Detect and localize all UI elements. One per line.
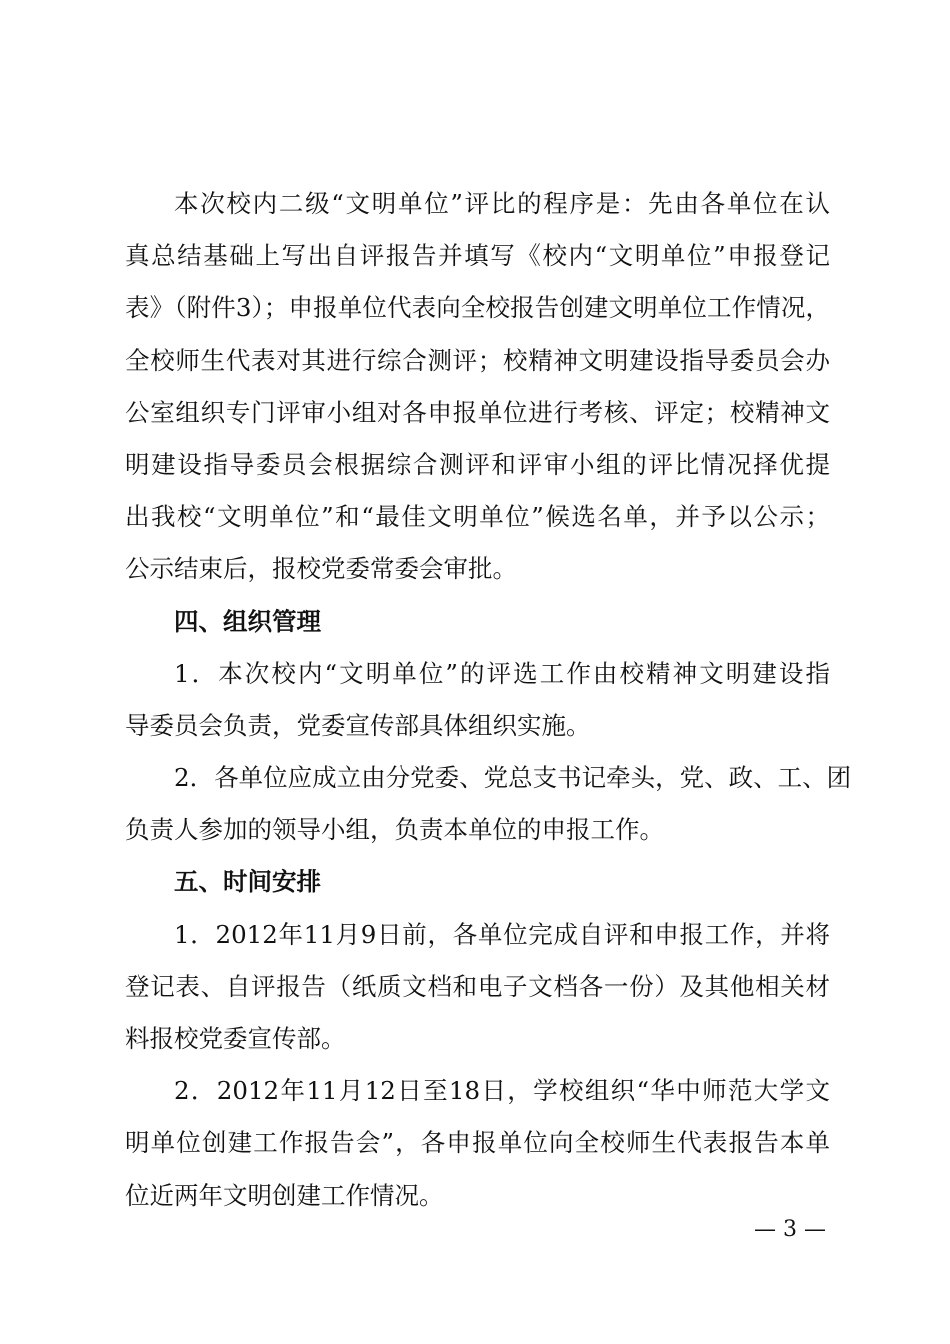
text-line: 导委员会负责，党委宣传部具体组织实施。 [125, 710, 591, 740]
text-line: 五、时间安排 [174, 867, 321, 897]
text-line: 登记表、自评报告（纸质文档和电子文档各一份）及其他相关材 [125, 971, 830, 1001]
body-paragraph [125, 178, 830, 596]
text-line: 表》（附件3）；申报单位代表向全校报告创建文明单位工作情况， [125, 293, 830, 323]
body-paragraph [125, 752, 852, 856]
text-line: 本次校内二级“文明单位”评比的程序是：先由各单位在认 [174, 189, 830, 218]
section-heading [125, 596, 830, 648]
body-paragraph [125, 1065, 830, 1222]
text-line: 1．本次校内“文明单位”的评选工作由校精神文明建设指 [174, 658, 830, 688]
text-line: 真总结基础上写出自评报告并填写《校内“文明单位”申报登记 [125, 241, 830, 271]
body-paragraph [125, 648, 830, 752]
text-line: 公示结束后，报校党委常委会审批。 [125, 554, 517, 584]
text-line: 出我校“文明单位”和“最佳文明单位”候选名单，并予以公示； [125, 502, 830, 532]
text-line: 明建设指导委员会根据综合测评和评审小组的评比情况择优提 [125, 449, 830, 479]
text-line: 明单位创建工作报告会”，各申报单位向全校师生代表报告本单 [125, 1128, 830, 1158]
document-body [125, 178, 852, 1222]
text-line: 负责人参加的领导小组，负责本单位的申报工作。 [125, 815, 664, 845]
text-line: 公室组织专门评审小组对各申报单位进行考核、评定；校精神文 [125, 397, 830, 427]
body-paragraph [125, 909, 830, 1066]
text-line: 四、组织管理 [174, 606, 321, 636]
section-heading [125, 856, 830, 908]
text-line: 2．2012年11月12日至18日，学校组织“华中师范大学文 [174, 1076, 830, 1106]
text-line: 料报校党委宣传部。 [125, 1024, 346, 1053]
text-line: 位近两年文明创建工作情况。 [125, 1180, 444, 1210]
page-number: — 3 — [754, 1217, 826, 1242]
text-line: 2．各单位应成立由分党委、党总支书记牵头，党、政、工、团 [174, 763, 852, 793]
text-line: 1．2012年11月9日前，各单位完成自评和申报工作，并将 [174, 919, 830, 949]
text-line: 全校师生代表对其进行综合测评；校精神文明建设指导委员会办 [125, 345, 830, 375]
